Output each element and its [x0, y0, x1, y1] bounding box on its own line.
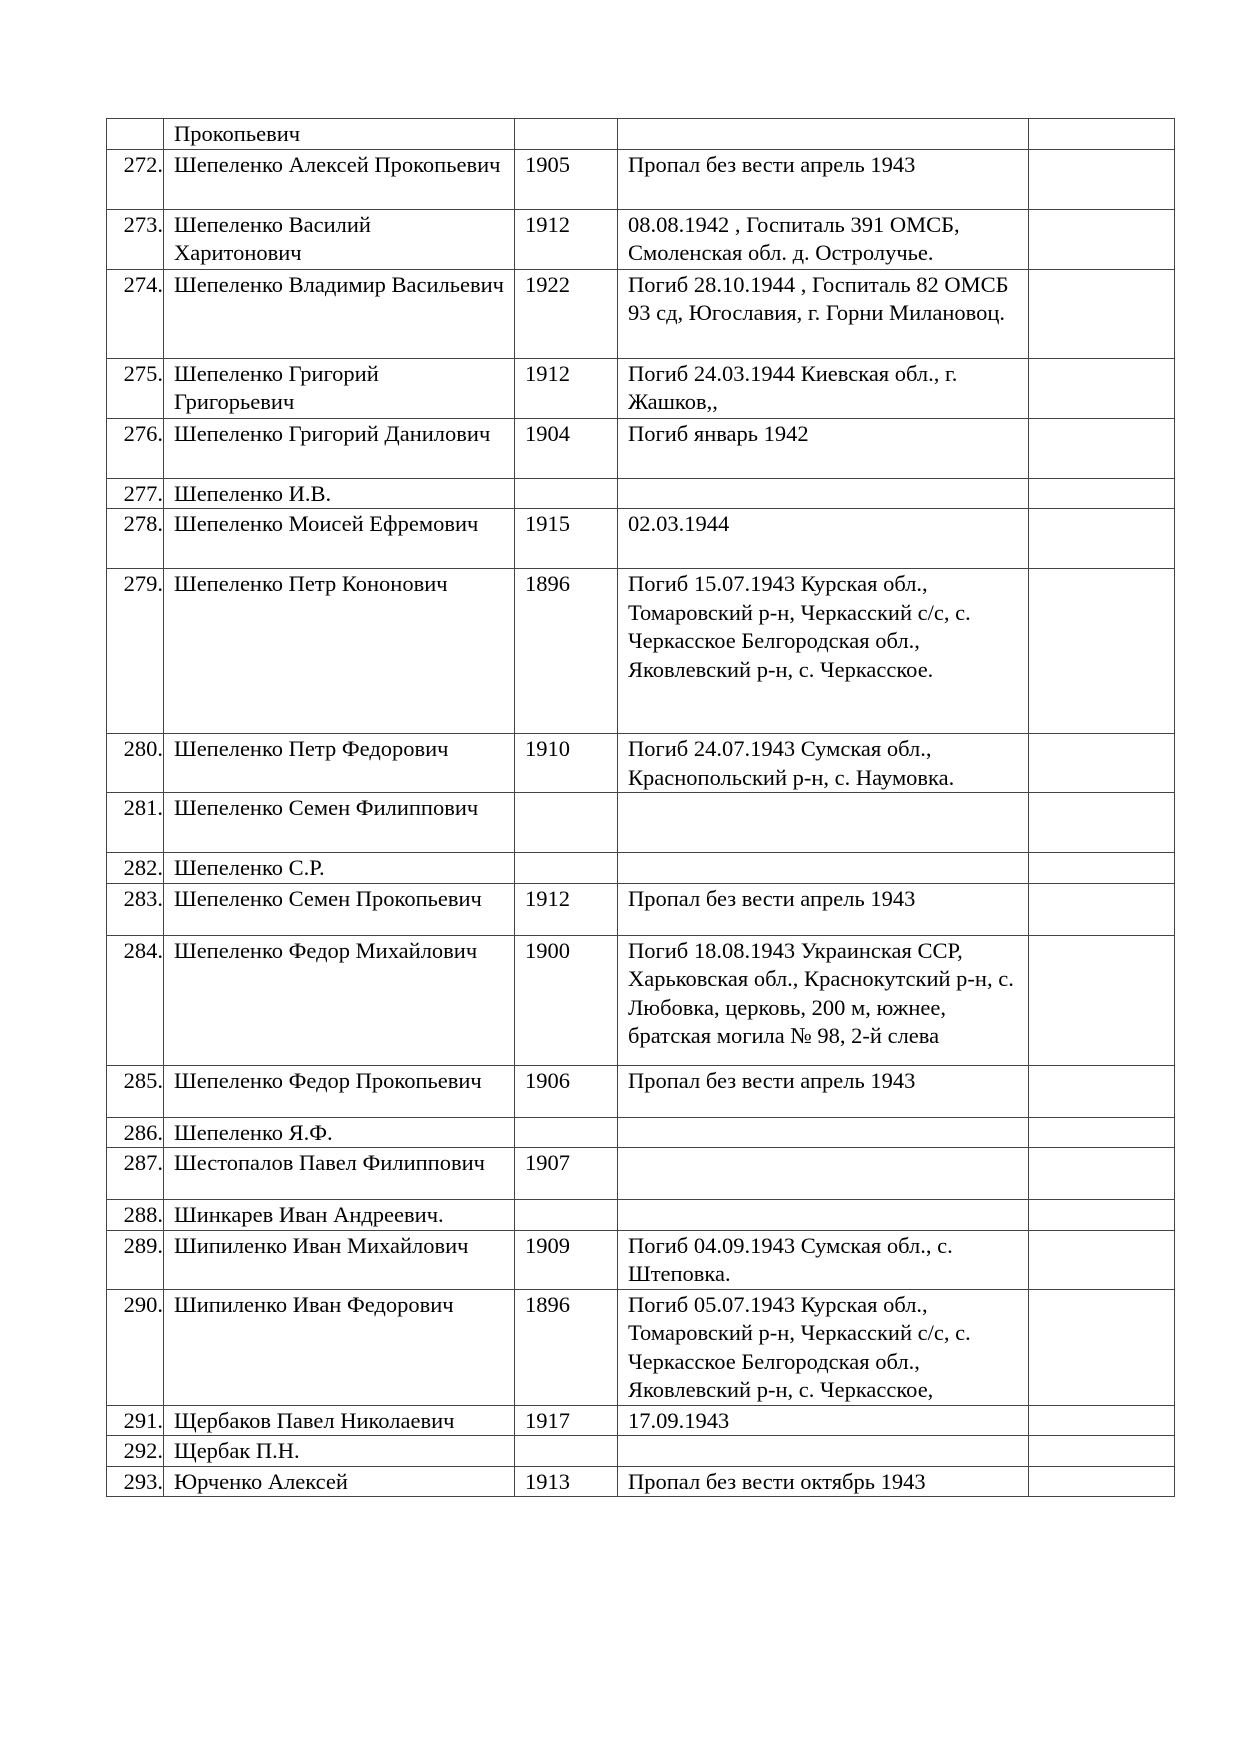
table-row: [107, 883, 1175, 935]
fate-details: Погиб 18.08.1943 Украинская ССР, Харьковская обл., Краснокутский р-н, с. Любовка, церковь, 200 м, южнее, братская могила № 98, 2-й слева: [618, 935, 1029, 1065]
note-cell: [1029, 883, 1175, 935]
note-cell: [1029, 1230, 1175, 1289]
birth-year: 1922: [515, 269, 618, 358]
row-number: 275.: [107, 358, 164, 418]
fate-details: 02.03.1944: [618, 509, 1029, 569]
fate-details: Погиб 28.10.1944 , Госпиталь 82 ОМСБ 93 сд, Югославия, г. Горни Милановоц.: [618, 269, 1029, 358]
fate-details: 17.09.1943: [618, 1405, 1029, 1436]
fate-details: Пропал без вести апрель 1943: [618, 149, 1029, 209]
casualty-table-body: [107, 119, 1175, 1497]
row-number: 272.: [107, 149, 164, 209]
row-number: 283.: [107, 883, 164, 935]
note-cell: [1029, 149, 1175, 209]
table-row: [107, 1405, 1175, 1436]
note-cell: [1029, 1117, 1175, 1148]
person-name: Шепеленко Григорий Данилович: [164, 418, 515, 478]
fate-details: Погиб 04.09.1943 Сумская обл., с. Штеповка.: [618, 1230, 1029, 1289]
note-cell: [1029, 853, 1175, 884]
table-row: [107, 1065, 1175, 1117]
person-name: Шестопалов Павел Филиппович: [164, 1148, 515, 1200]
fate-details: Погиб 24.07.1943 Сумская обл., Краснопольский р-н, с. Наумовка.: [618, 734, 1029, 793]
table-row: [107, 358, 1175, 418]
person-name: Шепеленко Григорий Григорьевич: [164, 358, 515, 418]
person-name: Шепеленко И.В.: [164, 478, 515, 509]
fate-details: Пропал без вести апрель 1943: [618, 883, 1029, 935]
note-cell: [1029, 209, 1175, 269]
table-row: [107, 569, 1175, 734]
table-row: [107, 1200, 1175, 1231]
note-cell: [1029, 1148, 1175, 1200]
birth-year: [515, 1436, 618, 1467]
note-cell: [1029, 1200, 1175, 1231]
note-cell: [1029, 1436, 1175, 1467]
table-row: [107, 478, 1175, 509]
row-number: 279.: [107, 569, 164, 734]
note-cell: [1029, 569, 1175, 734]
person-name: Шепеленко С.Р.: [164, 853, 515, 884]
birth-year: [515, 119, 618, 150]
fate-details: 08.08.1942 , Госпиталь 391 ОМСБ, Смоленская обл. д. Остролучье.: [618, 209, 1029, 269]
birth-year: 1912: [515, 209, 618, 269]
fate-details: [618, 793, 1029, 853]
person-name: Шепеленко Петр Кононович: [164, 569, 515, 734]
birth-year: 1900: [515, 935, 618, 1065]
row-number: 285.: [107, 1065, 164, 1117]
person-name: Щербак П.Н.: [164, 1436, 515, 1467]
birth-year: [515, 1117, 618, 1148]
row-number: 280.: [107, 734, 164, 793]
person-name: Шепеленко Василий Харитонович: [164, 209, 515, 269]
row-number: 293.: [107, 1466, 164, 1497]
person-name: Прокопьевич: [164, 119, 515, 150]
fate-details: [618, 1436, 1029, 1467]
table-row: [107, 793, 1175, 853]
person-name: Шепеленко Петр Федорович: [164, 734, 515, 793]
table-row: [107, 269, 1175, 358]
note-cell: [1029, 1289, 1175, 1405]
person-name: Щербаков Павел Николаевич: [164, 1405, 515, 1436]
note-cell: [1029, 1065, 1175, 1117]
table-row: [107, 853, 1175, 884]
row-number: 277.: [107, 478, 164, 509]
note-cell: [1029, 509, 1175, 569]
row-number: 284.: [107, 935, 164, 1065]
birth-year: [515, 1200, 618, 1231]
row-number: 278.: [107, 509, 164, 569]
birth-year: 1906: [515, 1065, 618, 1117]
birth-year: 1909: [515, 1230, 618, 1289]
birth-year: [515, 853, 618, 884]
row-number: 286.: [107, 1117, 164, 1148]
row-number: 274.: [107, 269, 164, 358]
casualty-table: [106, 118, 1175, 1497]
table-row: [107, 1289, 1175, 1405]
row-number: 287.: [107, 1148, 164, 1200]
table-row: [107, 1230, 1175, 1289]
fate-details: Погиб 15.07.1943 Курская обл., Томаровский р-н, Черкасский с/с, с. Черкасское Белгородская обл., Яковлевский р-н, с. Черкасское.: [618, 569, 1029, 734]
person-name: Шепеленко Семен Филиппович: [164, 793, 515, 853]
row-number: 291.: [107, 1405, 164, 1436]
row-number: 289.: [107, 1230, 164, 1289]
table-row: [107, 1148, 1175, 1200]
note-cell: [1029, 935, 1175, 1065]
row-number: 282.: [107, 853, 164, 884]
table-row: [107, 209, 1175, 269]
birth-year: [515, 793, 618, 853]
fate-details: [618, 119, 1029, 150]
fate-details: Погиб 24.03.1944 Киевская обл., г. Жашков,,: [618, 358, 1029, 418]
table-row: [107, 1436, 1175, 1467]
birth-year: 1915: [515, 509, 618, 569]
fate-details: [618, 1200, 1029, 1231]
birth-year: 1913: [515, 1466, 618, 1497]
fate-details: Пропал без вести апрель 1943: [618, 1065, 1029, 1117]
birth-year: 1910: [515, 734, 618, 793]
note-cell: [1029, 119, 1175, 150]
row-number: 273.: [107, 209, 164, 269]
person-name: Шепеленко Моисей Ефремович: [164, 509, 515, 569]
person-name: Шепеленко Федор Прокопьевич: [164, 1065, 515, 1117]
birth-year: 1912: [515, 358, 618, 418]
person-name: Шипиленко Иван Михайлович: [164, 1230, 515, 1289]
table-row: [107, 1117, 1175, 1148]
table-row: [107, 119, 1175, 150]
row-number: 288.: [107, 1200, 164, 1231]
fate-details: Погиб 05.07.1943 Курская обл., Томаровский р-н, Черкасский с/с, с. Черкасское Белгородская обл., Яковлевский р-н, с. Черкасское,: [618, 1289, 1029, 1405]
person-name: Шепеленко Владимир Васильевич: [164, 269, 515, 358]
row-number: [107, 119, 164, 150]
row-number: 290.: [107, 1289, 164, 1405]
note-cell: [1029, 269, 1175, 358]
fate-details: [618, 853, 1029, 884]
person-name: Шепеленко Я.Ф.: [164, 1117, 515, 1148]
birth-year: 1907: [515, 1148, 618, 1200]
person-name: Шепеленко Семен Прокопьевич: [164, 883, 515, 935]
fate-details: Погиб январь 1942: [618, 418, 1029, 478]
note-cell: [1029, 478, 1175, 509]
table-row: [107, 418, 1175, 478]
note-cell: [1029, 418, 1175, 478]
table-row: [107, 935, 1175, 1065]
note-cell: [1029, 1466, 1175, 1497]
table-row: [107, 1466, 1175, 1497]
note-cell: [1029, 1405, 1175, 1436]
row-number: 281.: [107, 793, 164, 853]
person-name: Шепеленко Федор Михайлович: [164, 935, 515, 1065]
note-cell: [1029, 734, 1175, 793]
person-name: Шепеленко Алексей Прокопьевич: [164, 149, 515, 209]
row-number: 276.: [107, 418, 164, 478]
table-row: [107, 149, 1175, 209]
person-name: Юрченко Алексей: [164, 1466, 515, 1497]
fate-details: [618, 1148, 1029, 1200]
row-number: 292.: [107, 1436, 164, 1467]
birth-year: 1917: [515, 1405, 618, 1436]
birth-year: 1905: [515, 149, 618, 209]
birth-year: 1904: [515, 418, 618, 478]
fate-details: [618, 478, 1029, 509]
table-row: [107, 734, 1175, 793]
fate-details: Пропал без вести октябрь 1943: [618, 1466, 1029, 1497]
birth-year: 1896: [515, 569, 618, 734]
note-cell: [1029, 793, 1175, 853]
birth-year: 1896: [515, 1289, 618, 1405]
note-cell: [1029, 358, 1175, 418]
fate-details: [618, 1117, 1029, 1148]
birth-year: 1912: [515, 883, 618, 935]
person-name: Шипиленко Иван Федорович: [164, 1289, 515, 1405]
birth-year: [515, 478, 618, 509]
table-row: [107, 509, 1175, 569]
person-name: Шинкарев Иван Андреевич.: [164, 1200, 515, 1231]
